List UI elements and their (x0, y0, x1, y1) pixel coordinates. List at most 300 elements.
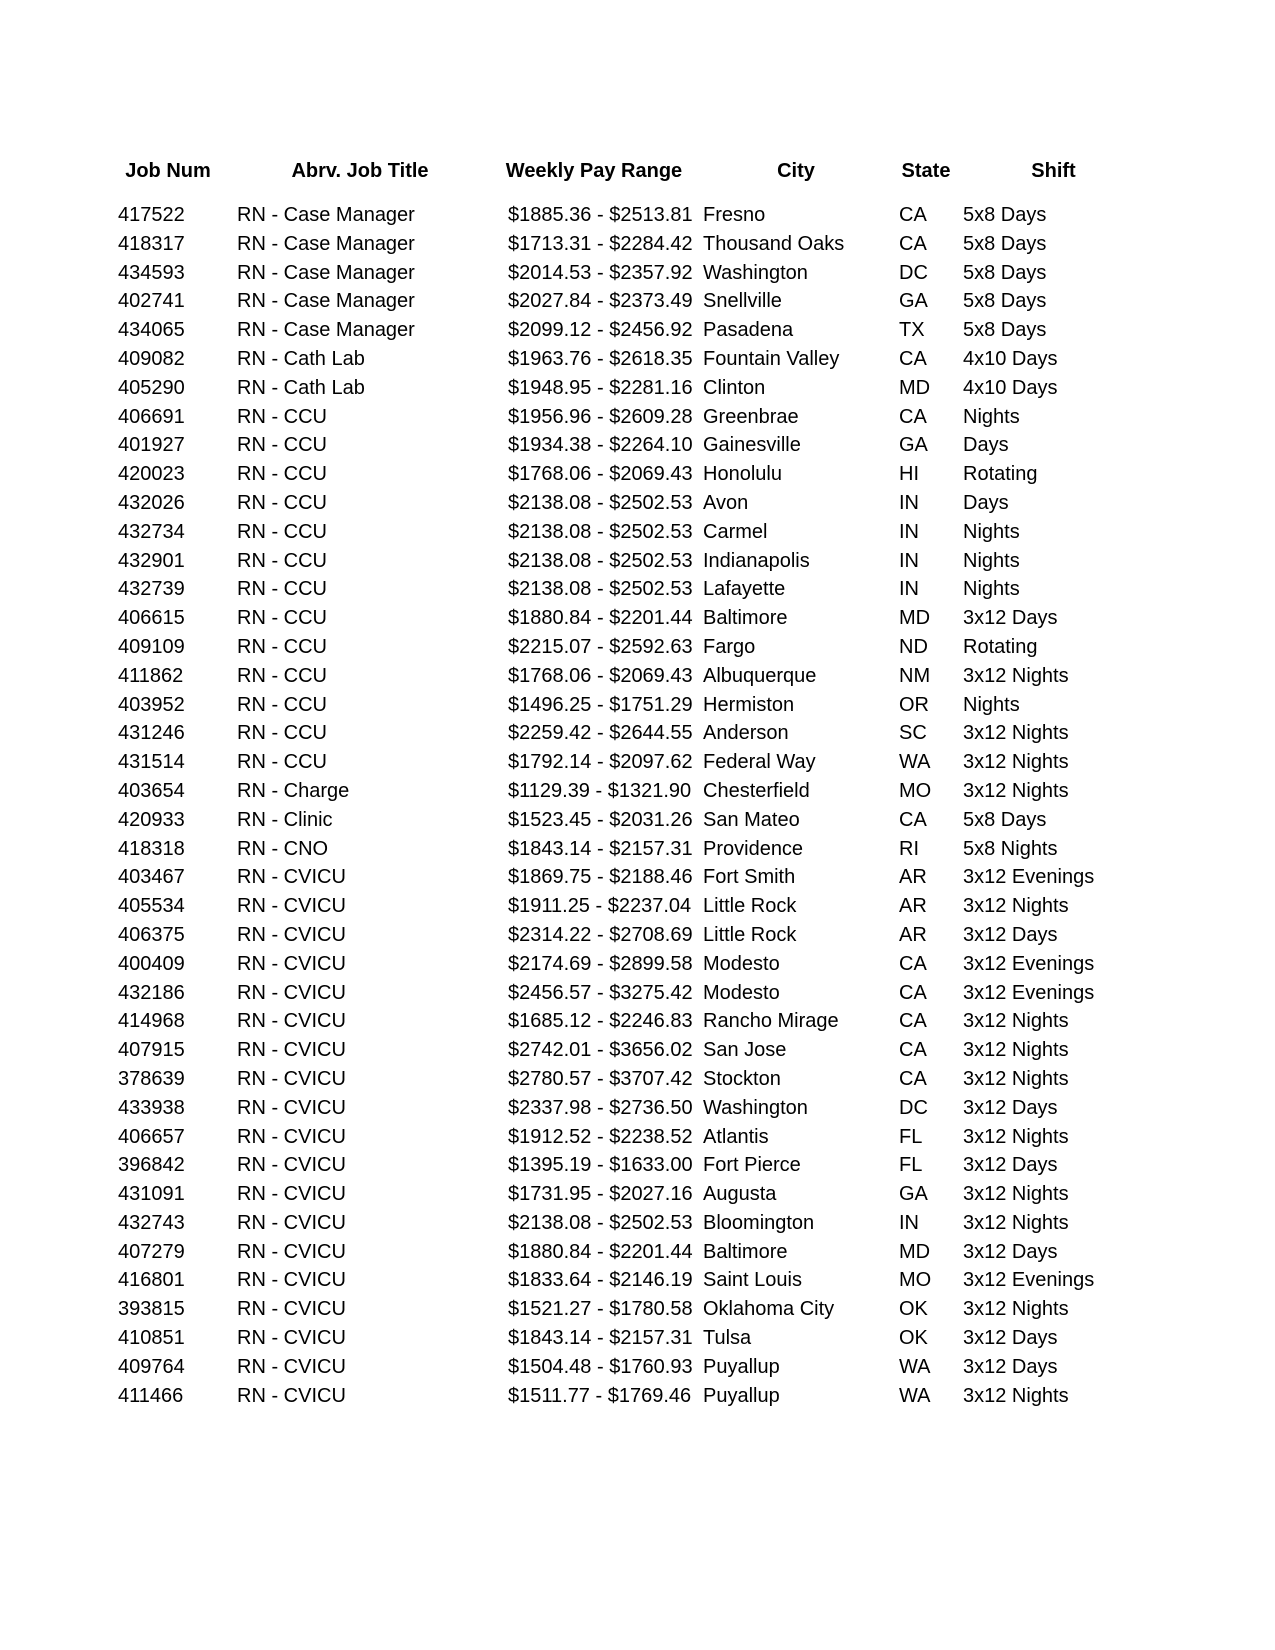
cell-job-title: RN - CCU (237, 751, 327, 774)
cell-shift: Nights (963, 405, 1020, 428)
cell-pay-range: $2138.08 - $2502.53 (508, 549, 693, 572)
cell-shift: 3x12 Days (963, 607, 1058, 630)
cell-pay-range: $1129.39 - $1321.90 (508, 779, 692, 802)
cell-shift: 5x8 Days (963, 290, 1047, 313)
cell-job-title: RN - CCU (237, 693, 327, 716)
cell-job-title: RN - CCU (237, 520, 327, 543)
cell-pay-range: $1731.95 - $2027.16 (508, 1183, 693, 1206)
cell-city: Washington (703, 1096, 808, 1119)
cell-job-num: 418318 (118, 837, 185, 860)
cell-city: Clinton (703, 376, 766, 399)
cell-job-num: 431514 (118, 751, 185, 774)
cell-pay-range: $1768.06 - $2069.43 (508, 463, 693, 486)
cell-job-num: 414968 (118, 1010, 185, 1033)
table-row (108, 1266, 1151, 1295)
table-row (108, 1382, 1151, 1411)
cell-city: Modesto (703, 981, 780, 1004)
cell-shift: 3x12 Nights (963, 1067, 1069, 1090)
cell-shift: Rotating (963, 463, 1038, 486)
table-row (108, 1295, 1151, 1324)
cell-job-title: RN - CVICU (237, 923, 346, 946)
cell-job-num: 406691 (118, 405, 185, 428)
table-row (108, 1065, 1151, 1094)
cell-shift: 3x12 Nights (963, 1183, 1069, 1206)
cell-city: Federal Way (703, 751, 816, 774)
cell-pay-range: $2314.22 - $2708.69 (508, 923, 693, 946)
cell-shift: 3x12 Nights (963, 1125, 1069, 1148)
table-row (108, 604, 1151, 633)
table-row (108, 1324, 1151, 1353)
cell-job-title: RN - CVICU (237, 1211, 346, 1234)
cell-state: MD (899, 607, 931, 630)
cell-city: Honolulu (703, 463, 782, 486)
cell-shift: 3x12 Evenings (963, 1269, 1095, 1292)
cell-pay-range: $2742.01 - $3656.02 (508, 1039, 693, 1062)
cell-shift: 3x12 Days (963, 1240, 1058, 1263)
cell-city: Modesto (703, 952, 780, 975)
cell-city: Oklahoma City (703, 1298, 835, 1321)
table-row (108, 950, 1151, 979)
cell-shift: 3x12 Nights (963, 664, 1069, 687)
cell-job-num: 409082 (118, 347, 185, 370)
cell-job-title: RN - CCU (237, 578, 327, 601)
cell-state: DC (899, 261, 928, 284)
cell-city: Lafayette (703, 578, 786, 601)
cell-state: AR (899, 923, 927, 946)
cell-job-num: 409109 (118, 635, 185, 658)
cell-job-title: RN - CCU (237, 549, 327, 572)
table-row (108, 748, 1151, 777)
cell-job-num: 407279 (118, 1240, 185, 1263)
cell-job-num: 434065 (118, 319, 185, 342)
cell-city: Puyallup (703, 1355, 780, 1378)
cell-job-title: RN - CVICU (237, 1240, 346, 1263)
table-row (108, 575, 1151, 604)
cell-shift: 5x8 Days (963, 261, 1047, 284)
cell-pay-range: $1685.12 - $2246.83 (508, 1010, 693, 1033)
cell-job-num: 432186 (118, 981, 185, 1004)
cell-city: Fountain Valley (703, 347, 840, 370)
cell-city: Baltimore (703, 1240, 788, 1263)
cell-job-num: 432901 (118, 549, 185, 572)
cell-shift: 3x12 Nights (963, 779, 1069, 802)
cell-shift: 3x12 Evenings (963, 866, 1095, 889)
header-row (108, 160, 1151, 201)
cell-state: MD (899, 1240, 931, 1263)
cell-pay-range: $1912.52 - $2238.52 (508, 1125, 693, 1148)
cell-pay-range: $2259.42 - $2644.55 (508, 722, 693, 745)
cell-shift: Rotating (963, 635, 1038, 658)
cell-pay-range: $1713.31 - $2284.42 (508, 232, 693, 255)
cell-state: AR (899, 866, 927, 889)
cell-job-title: RN - CVICU (237, 952, 346, 975)
cell-state: IN (899, 578, 919, 601)
cell-state: AR (899, 895, 927, 918)
cell-job-title: RN - Cath Lab (237, 376, 365, 399)
cell-job-title: RN - CVICU (237, 895, 346, 918)
table-row (108, 1209, 1151, 1238)
column-header-job-title: Abrv. Job Title (291, 160, 429, 182)
cell-state: ND (899, 635, 928, 658)
cell-city: San Mateo (703, 808, 800, 831)
cell-job-title: RN - CVICU (237, 1327, 346, 1350)
cell-state: IN (899, 520, 919, 543)
table-row (108, 259, 1151, 288)
cell-shift: 5x8 Days (963, 808, 1047, 831)
cell-job-title: RN - CNO (237, 837, 329, 860)
cell-pay-range: $2456.57 - $3275.42 (508, 981, 693, 1004)
cell-job-num: 378639 (118, 1067, 185, 1090)
cell-pay-range: $2027.84 - $2373.49 (508, 290, 693, 313)
table-row (108, 633, 1151, 662)
table-row (108, 979, 1151, 1008)
cell-pay-range: $1948.95 - $2281.16 (508, 376, 693, 399)
table-row (108, 460, 1151, 489)
cell-job-title: RN - CVICU (237, 1154, 346, 1177)
cell-job-num: 432026 (118, 491, 185, 514)
cell-state: FL (899, 1125, 923, 1148)
cell-city: Chesterfield (703, 779, 810, 802)
column-header-job-num: Job Num (125, 160, 211, 182)
cell-state: MO (899, 779, 932, 802)
cell-shift: 3x12 Days (963, 1355, 1058, 1378)
cell-state: CA (899, 952, 927, 975)
cell-state: WA (899, 1355, 931, 1378)
cell-pay-range: $1792.14 - $2097.62 (508, 751, 693, 774)
cell-job-num: 407915 (118, 1039, 185, 1062)
cell-pay-range: $2174.69 - $2899.58 (508, 952, 693, 975)
cell-state: HI (899, 463, 919, 486)
cell-job-title: RN - Clinic (237, 808, 333, 831)
table-row (108, 345, 1151, 374)
cell-pay-range: $1523.45 - $2031.26 (508, 808, 693, 831)
cell-state: CA (899, 1067, 927, 1090)
cell-job-num: 432743 (118, 1211, 185, 1234)
cell-shift: 3x12 Nights (963, 1384, 1069, 1407)
cell-job-title: RN - CCU (237, 635, 327, 658)
cell-shift: 5x8 Days (963, 204, 1047, 226)
cell-city: Atlantis (703, 1125, 769, 1148)
cell-pay-range: $2138.08 - $2502.53 (508, 491, 693, 514)
cell-pay-range: $1395.19 - $1633.00 (508, 1154, 693, 1177)
cell-shift: Nights (963, 520, 1020, 543)
table-row (108, 1238, 1151, 1267)
table-row (108, 1123, 1151, 1152)
table-row (108, 1151, 1151, 1180)
cell-shift: 3x12 Nights (963, 751, 1069, 774)
column-header-city: City (777, 160, 815, 182)
cell-job-title: RN - CVICU (237, 1067, 346, 1090)
cell-job-title: RN - CCU (237, 491, 327, 514)
cell-pay-range: $1880.84 - $2201.44 (508, 1240, 693, 1263)
table-row (108, 431, 1151, 460)
table-row (108, 489, 1151, 518)
cell-city: Thousand Oaks (703, 232, 845, 255)
cell-job-title: RN - Case Manager (237, 261, 415, 284)
table-row (108, 863, 1151, 892)
cell-job-num: 410851 (118, 1327, 185, 1350)
cell-job-num: 393815 (118, 1298, 185, 1321)
cell-city: Little Rock (703, 895, 797, 918)
cell-job-num: 432739 (118, 578, 185, 601)
column-header-shift: Shift (1031, 160, 1076, 182)
cell-city: Indianapolis (703, 549, 810, 572)
cell-job-title: RN - CCU (237, 405, 327, 428)
cell-city: Avon (703, 491, 749, 514)
cell-job-num: 420933 (118, 808, 185, 831)
cell-city: Gainesville (703, 434, 801, 457)
cell-state: IN (899, 491, 919, 514)
cell-job-num: 418317 (118, 232, 185, 255)
cell-pay-range: $2138.08 - $2502.53 (508, 520, 693, 543)
cell-state: IN (899, 549, 919, 572)
cell-city: Puyallup (703, 1384, 780, 1407)
cell-city: Washington (703, 261, 808, 284)
cell-state: CA (899, 347, 927, 370)
cell-job-num: 403654 (118, 779, 185, 802)
cell-shift: 5x8 Days (963, 232, 1047, 255)
cell-job-num: 417522 (118, 204, 185, 226)
cell-job-title: RN - CCU (237, 722, 327, 745)
cell-city: Pasadena (703, 319, 794, 342)
cell-job-title: RN - CCU (237, 434, 327, 457)
cell-shift: 3x12 Nights (963, 1211, 1069, 1234)
table-row (108, 403, 1151, 432)
cell-pay-range: $2099.12 - $2456.92 (508, 319, 693, 342)
jobs-table (108, 160, 1151, 1410)
cell-pay-range: $1504.48 - $1760.93 (508, 1355, 693, 1378)
cell-state: WA (899, 1384, 931, 1407)
cell-city: Augusta (703, 1183, 777, 1206)
cell-pay-range: $1869.75 - $2188.46 (508, 866, 693, 889)
table-row (108, 777, 1151, 806)
table-row (108, 806, 1151, 835)
cell-pay-range: $2138.08 - $2502.53 (508, 1211, 693, 1234)
cell-job-num: 402741 (118, 290, 185, 313)
cell-shift: Nights (963, 693, 1020, 716)
table-row (108, 316, 1151, 345)
table-row (108, 662, 1151, 691)
cell-shift: 3x12 Days (963, 923, 1058, 946)
cell-job-num: 409764 (118, 1355, 185, 1378)
cell-job-title: RN - Case Manager (237, 319, 415, 342)
table-body (108, 201, 1151, 1410)
table-row (108, 691, 1151, 720)
cell-job-title: RN - CVICU (237, 1183, 346, 1206)
table-row (108, 1353, 1151, 1382)
cell-pay-range: $1911.25 - $2237.04 (508, 895, 692, 918)
cell-city: Snellville (703, 290, 782, 313)
cell-state: OK (899, 1327, 928, 1350)
table-row (108, 201, 1151, 230)
cell-job-title: RN - CVICU (237, 1355, 346, 1378)
cell-city: Greenbrae (703, 405, 799, 428)
cell-shift: 5x8 Days (963, 319, 1047, 342)
cell-city: Fort Smith (703, 866, 796, 889)
cell-state: FL (899, 1154, 923, 1177)
table-row (108, 1094, 1151, 1123)
cell-job-num: 431091 (118, 1183, 185, 1206)
column-header-pay-range: Weekly Pay Range (505, 160, 683, 182)
cell-pay-range: $1496.25 - $1751.29 (508, 693, 693, 716)
cell-city: Carmel (703, 520, 768, 543)
cell-job-num: 432734 (118, 520, 185, 543)
cell-state: NM (899, 664, 931, 687)
cell-pay-range: $1885.36 - $2513.81 (508, 204, 693, 226)
cell-state: RI (899, 837, 919, 860)
cell-shift: Nights (963, 578, 1020, 601)
cell-state: DC (899, 1096, 928, 1119)
cell-city: San Jose (703, 1039, 787, 1062)
cell-job-title: RN - CCU (237, 463, 327, 486)
cell-state: WA (899, 751, 931, 774)
cell-job-num: 411862 (118, 664, 184, 687)
cell-pay-range: $1843.14 - $2157.31 (508, 837, 693, 860)
cell-job-num: 433938 (118, 1096, 185, 1119)
table-row (108, 719, 1151, 748)
table-row (108, 547, 1151, 576)
table-row (108, 230, 1151, 259)
cell-job-num: 405290 (118, 376, 185, 399)
cell-job-num: 411466 (118, 1384, 184, 1407)
cell-pay-range: $1880.84 - $2201.44 (508, 607, 693, 630)
cell-job-title: RN - CVICU (237, 1384, 346, 1407)
cell-shift: 3x12 Days (963, 1154, 1058, 1177)
table-row (108, 518, 1151, 547)
cell-state: OR (899, 693, 929, 716)
cell-shift: Nights (963, 549, 1020, 572)
cell-shift: 3x12 Days (963, 1327, 1058, 1350)
cell-state: CA (899, 204, 927, 226)
cell-shift: 4x10 Days (963, 376, 1058, 399)
cell-pay-range: $2780.57 - $3707.42 (508, 1067, 693, 1090)
cell-shift: 4x10 Days (963, 347, 1058, 370)
cell-pay-range: $1833.64 - $2146.19 (508, 1269, 693, 1292)
cell-job-title: RN - CVICU (237, 1039, 346, 1062)
cell-shift: 3x12 Nights (963, 1039, 1069, 1062)
cell-shift: 3x12 Nights (963, 1010, 1069, 1033)
cell-city: Saint Louis (703, 1269, 802, 1292)
cell-shift: Days (963, 491, 1009, 514)
cell-state: CA (899, 808, 927, 831)
cell-state: GA (899, 290, 928, 313)
cell-job-num: 396842 (118, 1154, 185, 1177)
table-row (108, 1036, 1151, 1065)
cell-pay-range: $1768.06 - $2069.43 (508, 664, 693, 687)
cell-job-num: 406375 (118, 923, 185, 946)
cell-shift: 3x12 Nights (963, 895, 1069, 918)
cell-city: Albuquerque (703, 664, 817, 687)
cell-job-num: 406657 (118, 1125, 185, 1148)
cell-state: CA (899, 1010, 927, 1033)
cell-pay-range: $2215.07 - $2592.63 (508, 635, 693, 658)
cell-state: CA (899, 981, 927, 1004)
cell-job-title: RN - Charge (237, 779, 350, 802)
cell-state: MO (899, 1269, 932, 1292)
table-row (108, 1007, 1151, 1036)
cell-state: SC (899, 722, 927, 745)
cell-city: Little Rock (703, 923, 797, 946)
cell-job-title: RN - CVICU (237, 981, 346, 1004)
cell-pay-range: $2138.08 - $2502.53 (508, 578, 693, 601)
cell-job-num: 403467 (118, 866, 185, 889)
cell-city: Rancho Mirage (703, 1010, 839, 1033)
cell-pay-range: $1956.96 - $2609.28 (508, 405, 693, 428)
cell-city: Hermiston (703, 693, 795, 716)
cell-job-num: 403952 (118, 693, 185, 716)
cell-pay-range: $1934.38 - $2264.10 (508, 434, 693, 457)
cell-state: OK (899, 1298, 928, 1321)
cell-job-title: RN - CVICU (237, 1298, 346, 1321)
cell-state: CA (899, 405, 927, 428)
cell-job-title: RN - Case Manager (237, 204, 415, 226)
cell-job-num: 401927 (118, 434, 185, 457)
cell-job-title: RN - CCU (237, 607, 327, 630)
cell-city: Bloomington (703, 1211, 815, 1234)
cell-city: Fort Pierce (703, 1154, 801, 1177)
cell-shift: 5x8 Nights (963, 837, 1058, 860)
cell-job-title: RN - Case Manager (237, 290, 415, 313)
cell-pay-range: $1843.14 - $2157.31 (508, 1327, 693, 1350)
cell-state: GA (899, 1183, 928, 1206)
column-header-state: State (901, 160, 951, 182)
cell-job-title: RN - CCU (237, 664, 327, 687)
cell-state: MD (899, 376, 931, 399)
cell-job-title: RN - Cath Lab (237, 347, 365, 370)
cell-job-title: RN - CVICU (237, 1125, 346, 1148)
cell-city: Stockton (703, 1067, 781, 1090)
cell-shift: 3x12 Evenings (963, 981, 1095, 1004)
cell-shift: Days (963, 434, 1009, 457)
cell-state: IN (899, 1211, 919, 1234)
cell-shift: 3x12 Nights (963, 1298, 1069, 1321)
cell-job-title: RN - Case Manager (237, 232, 415, 255)
cell-pay-range: $2337.98 - $2736.50 (508, 1096, 693, 1119)
cell-shift: 3x12 Evenings (963, 952, 1095, 975)
cell-city: Anderson (703, 722, 789, 745)
table-row (108, 892, 1151, 921)
cell-job-title: RN - CVICU (237, 1269, 346, 1292)
cell-state: CA (899, 1039, 927, 1062)
cell-state: CA (899, 232, 927, 255)
table-row (108, 921, 1151, 950)
cell-city: Fargo (703, 635, 756, 658)
cell-state: GA (899, 434, 928, 457)
cell-pay-range: $1963.76 - $2618.35 (508, 347, 693, 370)
cell-city: Baltimore (703, 607, 788, 630)
cell-pay-range: $1521.27 - $1780.58 (508, 1298, 693, 1321)
cell-job-title: RN - CVICU (237, 1096, 346, 1119)
cell-shift: 3x12 Days (963, 1096, 1058, 1119)
cell-job-num: 405534 (118, 895, 185, 918)
cell-city: Providence (703, 837, 804, 860)
cell-job-num: 406615 (118, 607, 185, 630)
cell-job-num: 434593 (118, 261, 185, 284)
cell-job-num: 400409 (118, 952, 185, 975)
cell-job-title: RN - CVICU (237, 1010, 346, 1033)
table-row (108, 1180, 1151, 1209)
cell-city: Tulsa (703, 1327, 752, 1350)
table-row (108, 374, 1151, 403)
cell-job-num: 420023 (118, 463, 185, 486)
cell-job-title: RN - CVICU (237, 866, 346, 889)
cell-pay-range: $2014.53 - $2357.92 (508, 261, 693, 284)
cell-shift: 3x12 Nights (963, 722, 1069, 745)
cell-pay-range: $1511.77 - $1769.46 (508, 1384, 692, 1407)
cell-state: TX (899, 319, 925, 342)
table-row (108, 287, 1151, 316)
cell-job-num: 431246 (118, 722, 185, 745)
